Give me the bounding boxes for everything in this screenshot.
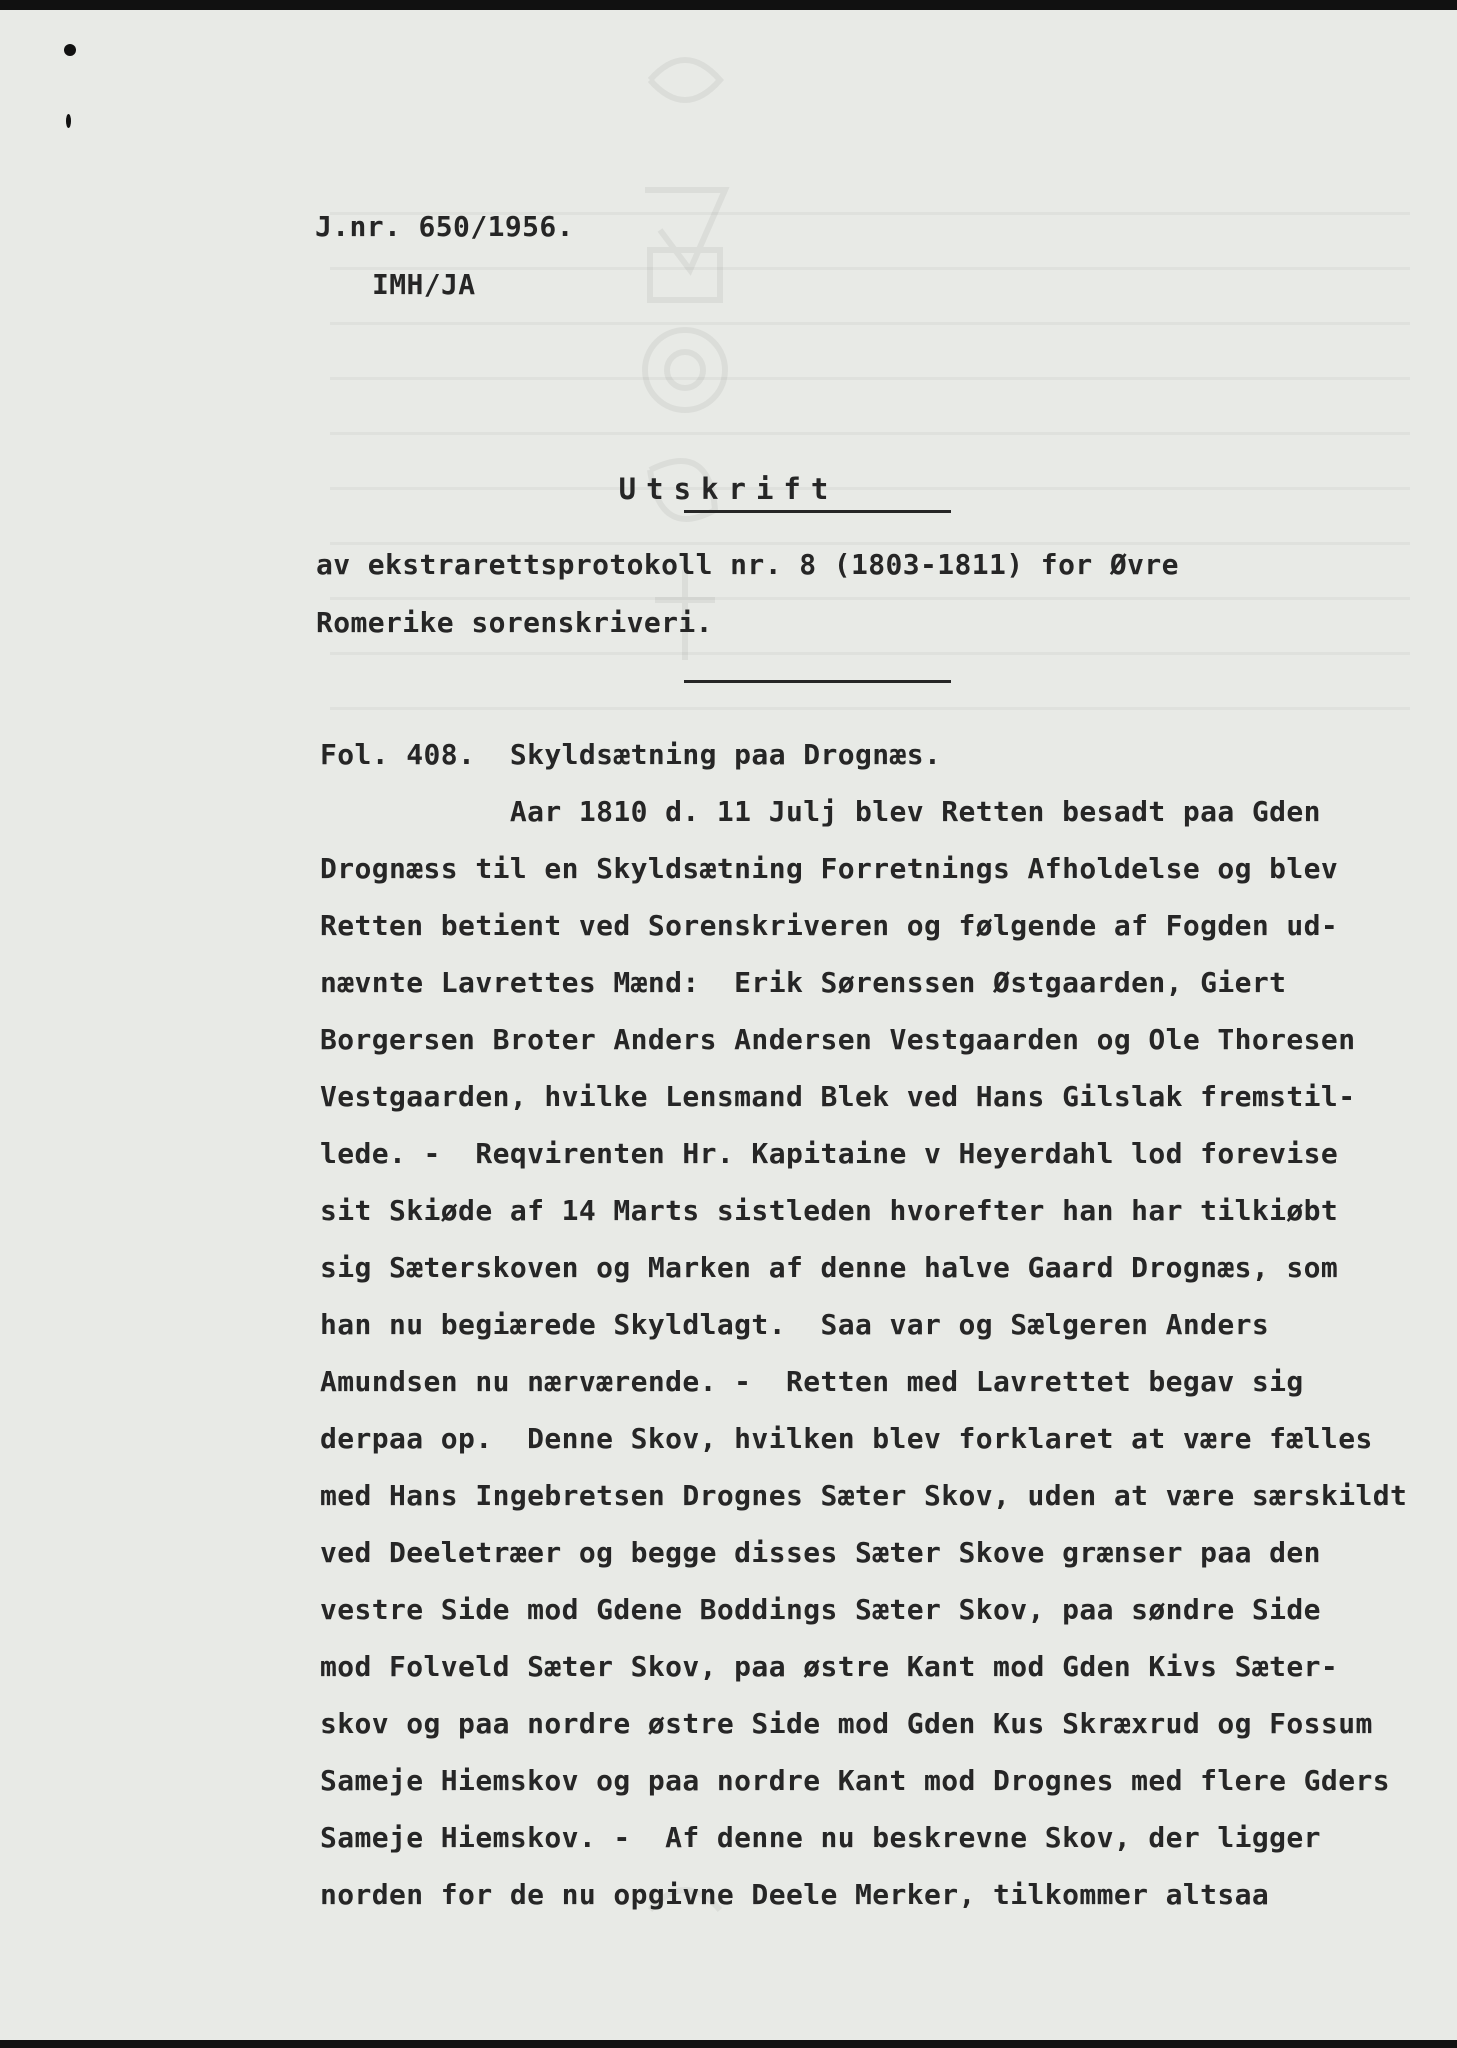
- body-line: Aar 1810 d. 11 Julj blev Retten besadt paa Gden: [320, 795, 1321, 828]
- document-title: Utskrift: [618, 472, 839, 506]
- punch-hole: [64, 44, 76, 56]
- initials: IMH/JA: [372, 268, 476, 301]
- subtitle-line: Romerike sorenskriveri.: [316, 606, 713, 639]
- body-line: Retten betient ved Sorenskriveren og følgende af Fogden ud-: [320, 909, 1339, 942]
- body-line: Vestgaarden, hvilke Lensmand Blek ved Hans Gilslak fremstil-: [320, 1080, 1356, 1113]
- body-line: mod Folveld Sæter Skov, paa østre Kant mod Gden Kivs Sæter-: [320, 1650, 1339, 1683]
- body-line: Amundsen nu nærværende. - Retten med Lavrettet begav sig: [320, 1365, 1304, 1398]
- body-line: norden for de nu opgivne Deele Merker, tilkommer altsaa: [320, 1878, 1270, 1911]
- body-line: ved Deeletræer og begge disses Sæter Skove grænser paa den: [320, 1536, 1321, 1569]
- body-line: Drognæss til en Skyldsætning Forretnings Afholdelse og blev: [320, 852, 1339, 885]
- journal-number: J.nr. 650/1956.: [315, 210, 574, 243]
- body-line: skov og paa nordre østre Side mod Gden Kus Skræxrud og Fossum: [320, 1707, 1373, 1740]
- body-line: derpaa op. Denne Skov, hvilken blev forklaret at være fælles: [320, 1422, 1373, 1455]
- bleed-through-lines: [330, 160, 1410, 760]
- body-line: Borgersen Broter Anders Andersen Vestgaarden og Ole Thoresen: [320, 1023, 1356, 1056]
- subtitle-line: av ekstrarettsprotokoll nr. 8 (1803-1811) for Øvre: [316, 548, 1179, 581]
- body-line: vestre Side mod Gdene Boddings Sæter Skov, paa søndre Side: [320, 1593, 1321, 1626]
- document-page: [0, 10, 1457, 2040]
- entry-heading: Fol. 408. Skyldsætning paa Drognæs.: [320, 738, 942, 771]
- body-line: nævnte Lavrettes Mænd: Erik Sørenssen Østgaarden, Giert: [320, 966, 1287, 999]
- body-line: Sameje Hiemskov. - Af denne nu beskrevne Skov, der ligger: [320, 1821, 1321, 1854]
- body-line: Sameje Hiemskov og paa nordre Kant mod Drognes med flere Gders: [320, 1764, 1390, 1797]
- body-line: med Hans Ingebretsen Drognes Sæter Skov, uden at være særskildt: [320, 1479, 1408, 1512]
- title-underline: [684, 510, 951, 513]
- body-line: sit Skiøde af 14 Marts sistleden hvorefter han har tilkiøbt: [320, 1194, 1339, 1227]
- body-line: sig Sæterskoven og Marken af denne halve Gaard Drognæs, som: [320, 1251, 1339, 1284]
- separator-rule: [684, 680, 951, 683]
- body-line: han nu begiærede Skyldlagt. Saa var og Sælgeren Anders: [320, 1308, 1270, 1341]
- punch-hole: [66, 114, 71, 128]
- body-line: lede. - Reqvirenten Hr. Kapitaine v Heyerdahl lod forevise: [320, 1137, 1339, 1170]
